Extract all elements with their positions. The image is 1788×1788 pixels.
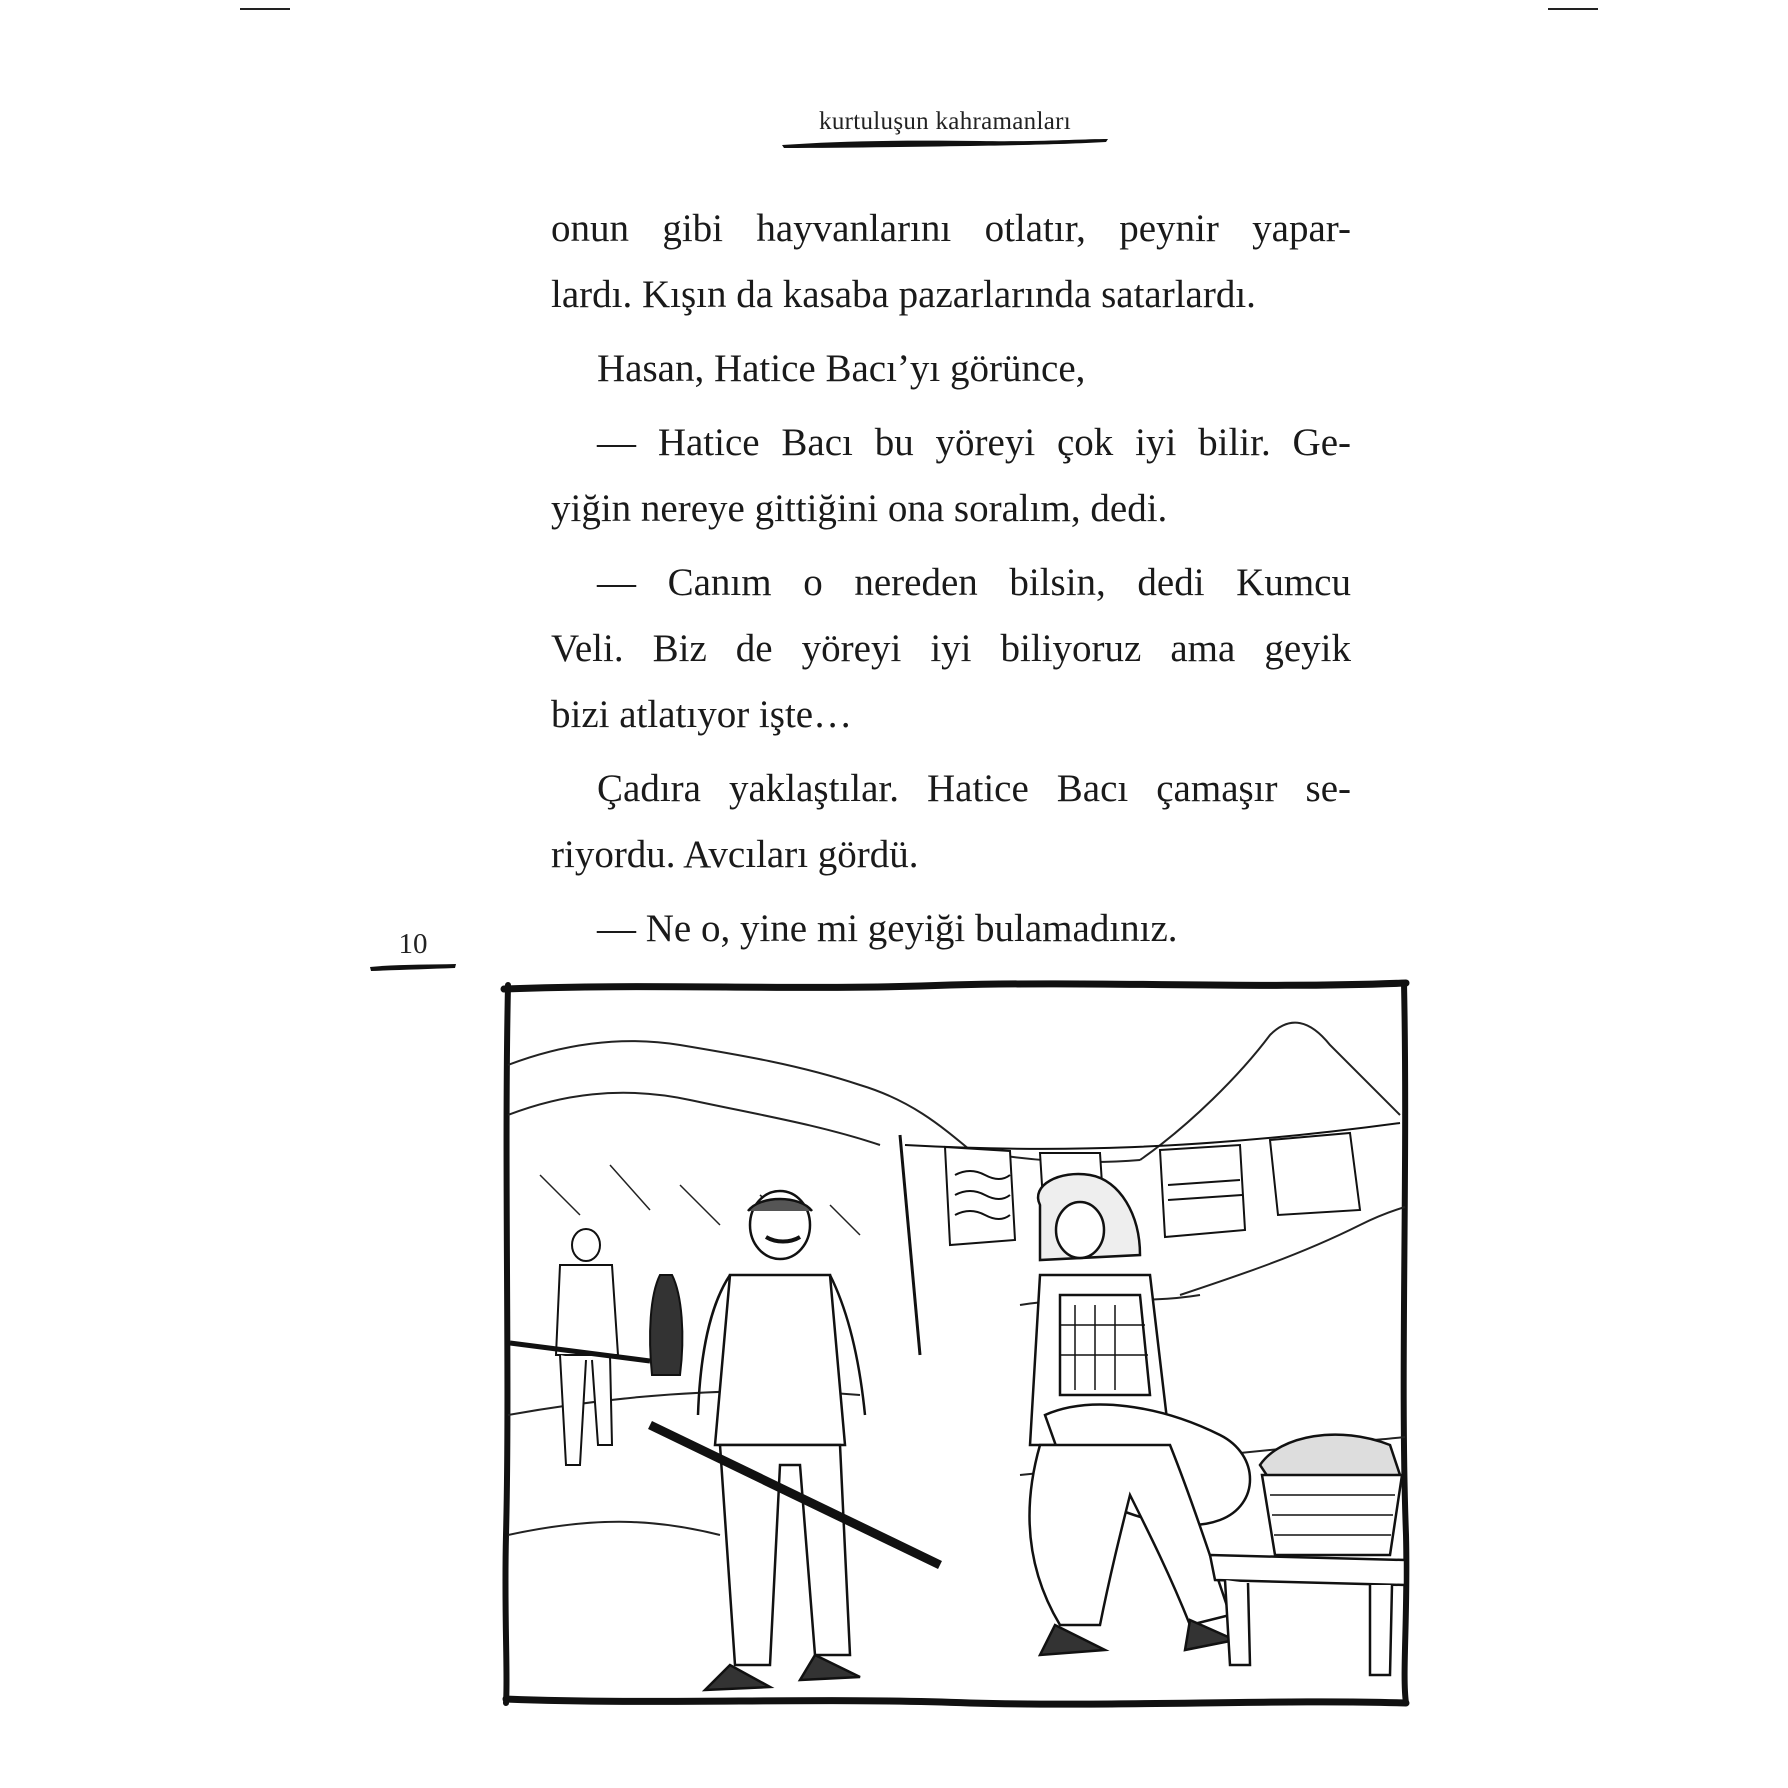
paragraph-4 (551, 550, 1351, 748)
woman-hatice (1030, 1174, 1250, 1655)
paragraph-3 (551, 410, 1351, 542)
camp-illustration (500, 975, 1412, 1711)
text-line: — Canım o nereden bilsin, dedi Kumcu (597, 561, 1351, 604)
text-line: Çadıra yaklaştılar. Hatice Bacı çamaşır se- (597, 767, 1351, 810)
paragraph-6 (551, 896, 1351, 962)
text-line: lardı. Kışın da kasaba pazarlarında satarlardı. (551, 273, 1256, 316)
header-brush-stroke (780, 136, 1110, 150)
text-line: — Hatice Bacı bu yöreyi çok iyi bilir. Ge- (597, 421, 1351, 464)
running-header (780, 108, 1110, 150)
text-line: yiğin nereye gittiğini ona soralım, dedi. (551, 487, 1168, 530)
page-number-value: 10 (398, 928, 428, 960)
text-line: bizi atlatıyor işte… (551, 693, 853, 736)
page-number (368, 928, 458, 973)
crop-mark-right (1548, 8, 1598, 10)
text-line: — Ne o, yine mi geyiği bulamadınız. (597, 907, 1178, 950)
illustration-frame (504, 983, 1406, 1704)
paragraph-1 (551, 196, 1351, 328)
text-line: riyordu. Avcıları gördü. (551, 833, 919, 876)
text-line: Veli. Biz de yöreyi iyi biliyoruz ama geyik (551, 627, 1351, 670)
page-number-brush-stroke (368, 961, 458, 973)
paragraph-5 (551, 756, 1351, 888)
body-text (551, 196, 1351, 970)
laundry-basket (1260, 1435, 1402, 1555)
text-line: onun gibi hayvanlarını otlatır, peynir yapar- (551, 207, 1351, 250)
running-header-title: kurtuluşun kahramanları (819, 108, 1071, 135)
hunter-with-rifle (650, 1191, 940, 1690)
text-line: Hasan, Hatice Bacı’yı görünce, (597, 347, 1086, 390)
wooden-stool (1210, 1555, 1405, 1675)
paragraph-2 (551, 336, 1351, 402)
crop-mark-left (240, 8, 290, 10)
